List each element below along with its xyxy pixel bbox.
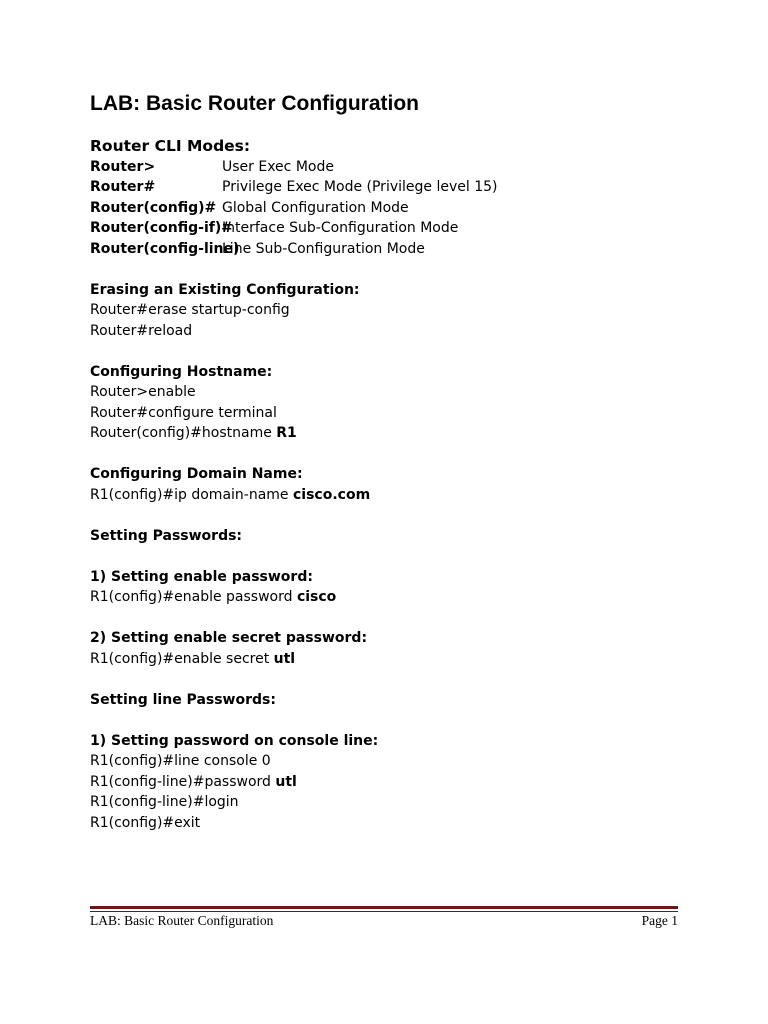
enable-password-heading: 1) Setting enable password:	[90, 568, 313, 585]
command-line	[90, 587, 690, 608]
footer-title: LAB: Basic Router Configuration	[90, 913, 274, 928]
command-line	[90, 772, 690, 793]
passwords-heading: Setting Passwords:	[90, 527, 243, 544]
console-password-heading: 1) Setting password on console line:	[90, 732, 379, 749]
command-line: Router#reload	[90, 322, 193, 339]
command-value: R1	[276, 425, 297, 441]
mode-prompt: Router(config-if)#	[90, 220, 233, 236]
command-line: R1(config)#line console 0	[90, 753, 271, 769]
command-line: R1(config-line)#login	[90, 794, 239, 810]
mode-row	[90, 198, 690, 219]
command-value: utl	[273, 650, 296, 667]
mode-row	[90, 239, 690, 260]
erase-heading: Erasing an Existing Configuration:	[90, 281, 360, 298]
command-value: cisco.com	[293, 486, 371, 503]
mode-description: Interface Sub-Configuration Mode	[222, 220, 459, 236]
command-text: R1(config)#ip domain-name	[90, 486, 293, 503]
mode-row	[90, 177, 690, 198]
mode-prompt: Router(config-line)	[90, 240, 240, 257]
document-title: LAB: Basic Router Configuration	[90, 92, 419, 115]
mode-row	[90, 218, 690, 239]
command-value: cisco	[296, 589, 337, 605]
footer-divider-thin	[90, 911, 678, 912]
command-line: Router#configure terminal	[90, 404, 277, 421]
page-number: Page 1	[641, 913, 678, 928]
line-passwords-heading: Setting line Passwords:	[90, 691, 276, 708]
mode-prompt: Router(config)#	[90, 199, 217, 216]
cli-modes-heading: Router CLI Modes:	[90, 137, 251, 155]
command-value: utl	[275, 773, 297, 790]
command-line	[90, 423, 690, 444]
footer-divider	[90, 906, 678, 909]
mode-description: Privilege Exec Mode (Privilege level 15)	[222, 179, 498, 195]
enable-secret-heading: 2) Setting enable secret password:	[90, 630, 368, 646]
command-line: Router>enable	[90, 384, 196, 400]
command-line	[90, 649, 690, 670]
command-text: Router(config)#hostname	[90, 425, 277, 441]
domain-heading: Configuring Domain Name:	[90, 466, 303, 482]
command-text: R1(config)#enable secret	[90, 650, 274, 667]
document-body	[90, 136, 690, 833]
command-line: Router#erase startup-config	[90, 302, 290, 318]
mode-description: User Exec Mode	[222, 158, 334, 175]
hostname-heading: Configuring Hostname:	[90, 363, 273, 380]
mode-description: Line Sub-Configuration Mode	[222, 240, 425, 257]
mode-prompt: Router#	[90, 179, 156, 195]
command-line	[90, 485, 690, 506]
command-line: R1(config)#exit	[90, 814, 201, 831]
command-text: R1(config-line)#password	[90, 773, 276, 790]
mode-prompt: Router>	[90, 158, 156, 175]
mode-description: Global Configuration Mode	[222, 199, 409, 216]
command-text: R1(config)#enable password	[90, 589, 297, 605]
mode-row	[90, 157, 690, 178]
